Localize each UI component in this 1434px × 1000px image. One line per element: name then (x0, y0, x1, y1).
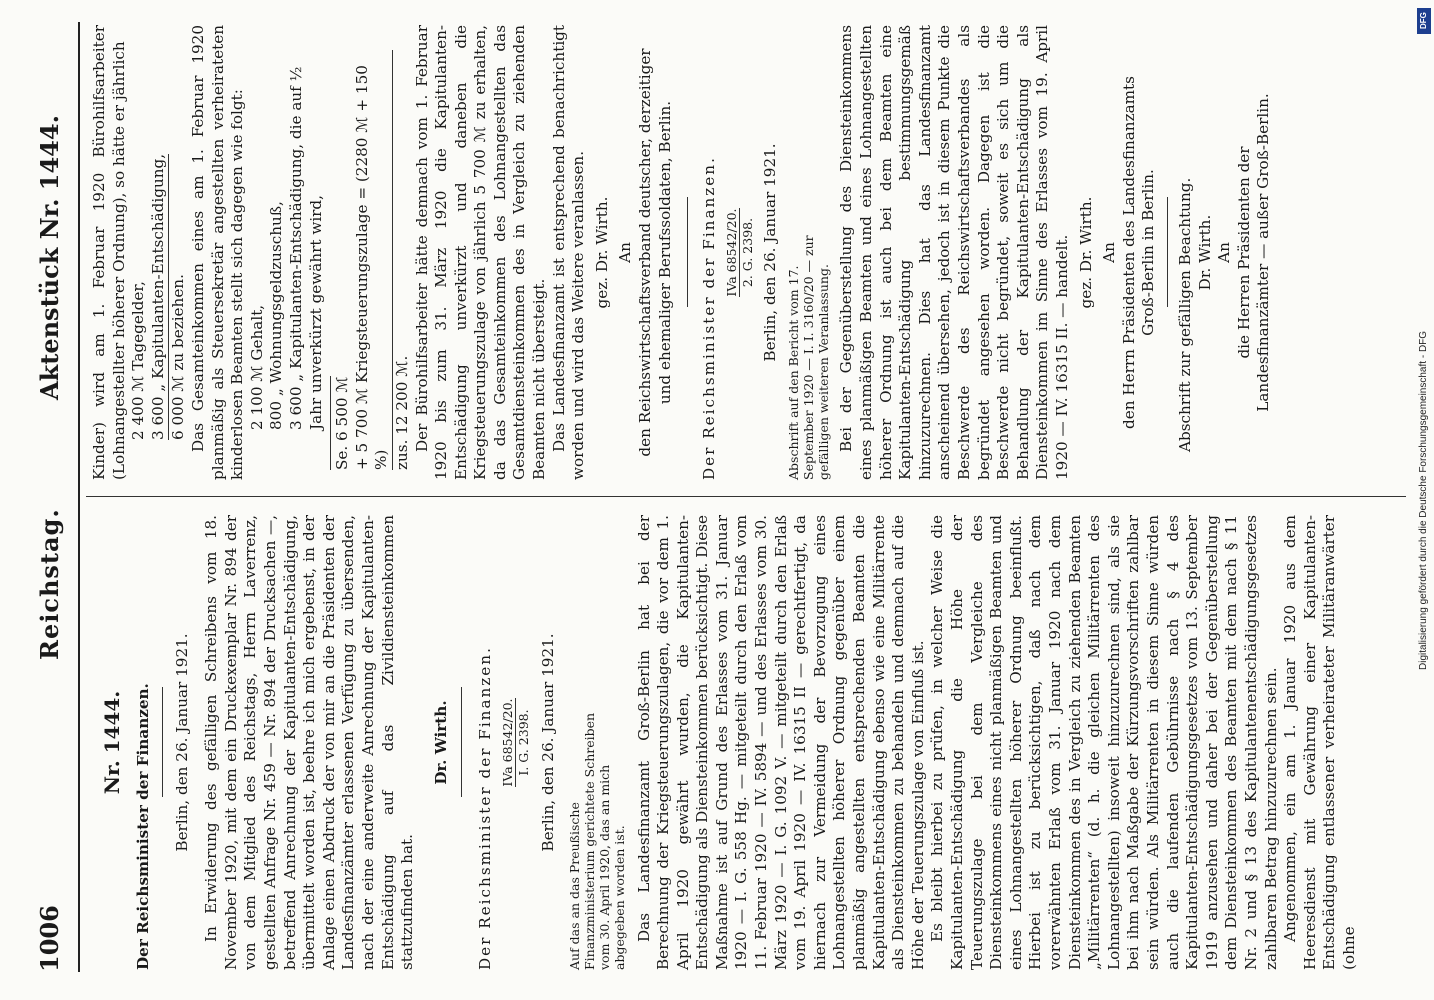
calc-row: 2 100 ℳ Gehalt, (247, 304, 266, 430)
paragraph: Das Landesfinanzamt ist entsprechend benachrichtigt worden und wird das Weitere veranlassen. (549, 25, 588, 480)
calc-plus: + 5 700 ℳ Kriegsteuerungszulage = (2280 ℳ + 150 %) (353, 50, 393, 470)
signature: gez. Dr. Wirth. (1076, 196, 1095, 309)
separator-rule (461, 688, 462, 798)
paragraph: Das Gesamteinkommen eines am 1. Februar 1920 planmäßig als Steuersekretär angestellten verheirateten kinderlosen Beamten stellt sich dagegen wie folgt: (188, 25, 247, 480)
paragraph: Der Bürohilfsarbeiter hätte demnach vom 1. Februar 1920 bis zum 31. März 1920 die Kapitulanten-Entschädigung unverkürzt und daneben die Kriegsteuerungszulage von jährlich 5 700 ℳ zu erhalten, da das Gesamteinkommen des Lohnangestellten das Gesamtdiensteinkommen des in Vergleich zu ziehenden Beamten nicht übersteigt. (412, 25, 549, 480)
header-rule (78, 22, 80, 972)
addressee: den Reichswirtschaftsverband deutscher, derzeitiger und ehemaliger Berufssoldaten, Berlin. (636, 48, 674, 457)
dfg-logo: DFG (1417, 8, 1431, 34)
calc-total: zus. 12 200 ℳ. (392, 355, 411, 470)
column-divider (86, 496, 1406, 497)
paragraph: Kinder) wird am 1. Februar 1920 Bürohilfsarbeiter (Lohnangestellter höherer Ordnung), so hätte er jährlich (90, 25, 128, 480)
addressee: den Herrn Präsidenten des Landesfinanzamts Groß-Berlin in Berlin. (1119, 76, 1158, 429)
reference-number: IVa 68542/20. (499, 698, 515, 787)
paragraph: Angenommen, ein am 1. Januar 1920 aus dem Heeresdienst mit Gewährung einer Kapitulanten-Entschädigung entlassener verheirateter Militäranwärter (ohne (1281, 515, 1358, 970)
calc-total: 6 000 ℳ zu beziehen. (169, 274, 188, 440)
separator-rule (162, 688, 163, 798)
paragraph: Es bleibt hierbei zu prüfen, in welcher Weise die Kapitulanten-Entschädigung die Höhe der Teuerungszulage bei dem Vergleiche des Diensteinkommens eines nicht planmäßigen Beamten und eines Lohnangestellten höherer Ordnung beeinflußt. Hierbei ist zu berücksichtigen, daß nach dem vorerwähnten Erlaß vom 31. Januar 1920 nach dem Diensteinkommen des in Vergleich zu ziehenden Beamten „Militärrenten“ (d. h. die gleichen Militärrenten des Lohnangestellten) insoweit hinzuzurechnen sind, als sie bei ihm nach Maßgabe der Kürzungsvorschriften zahlbar sein würden. Als Militärrenten in diesem Sinne würden auch die laufenden Gebührnisse nach § 4 des Kapitulanten-Entschädigungsgesetzes vom 13. September 1919 anzusehen und daher bei der Gegenüberstellung dem Diensteinkommen des Beamten mit dem nach § 11 Nr. 2 und § 13 des Kapitulantenentschädigungsgesetzes zahlbaren Betrag hinzuzurechnen sein. (928, 515, 1280, 970)
page-number: 1006 (35, 905, 64, 972)
reference-number: IVa 68542/20. (723, 208, 739, 297)
date-line: Berlin, den 26. Januar 1921. (538, 633, 557, 852)
reference-number: 2. G. 2398. (739, 217, 755, 288)
reference-note: Abschrift auf den Bericht vom 17. September 1920 — I. I. 3160/20 — zur gefälligen weiteren Veranlassung. (786, 235, 832, 480)
copy-note: Abschrift zur gefälligen Beachtung. (1175, 177, 1194, 452)
signature: Dr. Wirth. (1195, 214, 1214, 291)
right-column (90, 25, 1274, 480)
date-line: Berlin, den 26. Januar 1921. (760, 143, 779, 362)
paragraph: Das Landesfinanzamt Groß-Berlin hat bei der Berechnung der Kriegsteuerungszulagen, die vor dem 1. April 1920 gewährt wurden, die Kapitulanten-Entschädigung als Diensteinkommen berücksichtigt. Diese Maßnahme ist auf Grund des Erlasses vom 31. Januar 1920 — I. G. 558 Hg. — mitgeteilt durch den Erlaß vom 11. Februar 1920 — IV. 5894 — und des Erlasses vom 30. März 1920 — I. G. 1092 V. — mitgeteilt durch den Erlaß vom 19. April 1920 — IV. 16315 II — gerechtfertigt, da hiernach zur Vermeidung der Bevorzugung eines Lohnangestellten höherer Ordnung gegenüber einem planmäßig angestellten entsprechenden Beamten die Kapitulanten-Entschädigung ebenso wie eine Militärrente als Diensteinkommen zu behandeln und demnach auf die Höhe der Teuerungszulage von Einfluß ist. (634, 515, 927, 970)
signature: Dr. Wirth. (431, 700, 450, 785)
separator-rule (687, 198, 688, 308)
address-an: An (1215, 242, 1234, 263)
sender-line: Der Reichsminister der Finanzen. (700, 156, 719, 480)
calc-row: 800 „ Wohnungsgeldzuschuß, (267, 201, 286, 430)
calculation-sum (330, 25, 412, 470)
paragraph: In Erwiderung des gefälligen Schreibens vom 18. November 1920, mit dem ein Druckexemplar Nr. 894 der von dem Mitglied des Reichstags, Herrn Laverrenz, gestellten Anfrage Nr. 459 — Nr. 894 der Drucksachen —, betreffend Anrechnung der Kapitulanten-Entschädigung, übermittelt worden ist, beehre ich mich ergebenst, in der Anlage einen Abdruck der von mir an die Präsidenten der Landesfinanzämter erlassenen Verfügung zu übersenden, nach der eine anderweite Anrechnung der Kapitulanten-Entschädigung auf das Zivildiensteinkommen stattzufinden hat. (202, 515, 417, 970)
date-line: Berlin, den 26. Januar 1921. (172, 633, 191, 852)
calc-row: 3 600 „ Kapitulanten-Entschädigung, die auf ½ Jahr unverkürzt gewährt wird, (286, 66, 325, 430)
addressee: die Herren Präsidenten der Landesfinanzämter — außer Groß-Berlin. (1234, 93, 1273, 412)
sender-line: Der Reichsminister der Finanzen. (134, 683, 152, 970)
calculation-table (129, 25, 189, 440)
left-column (90, 515, 1359, 970)
signature: gez. Dr. Wirth. (592, 196, 611, 309)
reference-number: I. G. 2398. (515, 709, 531, 776)
calc-sum: Se. 6 500 ℳ (330, 376, 353, 470)
separator-rule (1167, 198, 1168, 308)
page-header (35, 0, 70, 1000)
header-title: Reichstag. (35, 508, 64, 660)
paragraph: Bei der Gegenüberstellung des Diensteinkommens eines planmäßigen Beamten und eines Lohnangestellten höherer Ordnung ist auch bei dem Beamten eine Kapitulanten-Entschädigung bestimmungsgemäß hinzuzurechnen. Dies hat das Landesfinanzamt anscheinend übersehen, jedoch ist in diesem Punkte die Beschwerde des Reichswirtschaftsverbandes als begründet angesehen worden. Dagegen ist die Beschwerde nicht begründet, soweit es sich um die Behandlung der Kapitulanten-Entschädigung als Diensteinkommen im Sinne des Erlasses vom 19. April 1920 — IV. 16315 II. — handelt. (837, 25, 1071, 480)
calculation-table (248, 25, 326, 430)
calc-row: 3 600 „ Kapitulanten-Entschädigung, (149, 154, 170, 440)
calc-row: 2 400 ℳ Tagegelder, (129, 281, 148, 440)
reference-note: Auf das an das Preußische Finanzministerium gerichtete Schreiben vom 30. April 1920, das an mich abgegeben worden ist. (566, 712, 627, 970)
document-heading: Nr. 1444. (100, 690, 124, 795)
header-doc-ref: Aktenstück Nr. 1444. (35, 115, 64, 400)
sender-line: Der Reichsminister der Finanzen. (476, 646, 495, 970)
address-an: An (1100, 242, 1119, 263)
address-an: An (616, 242, 635, 263)
digitization-credit: Digitalisierung gefördert durch die Deutsche Forschungsgemeinschaft - DFG (1418, 330, 1429, 670)
